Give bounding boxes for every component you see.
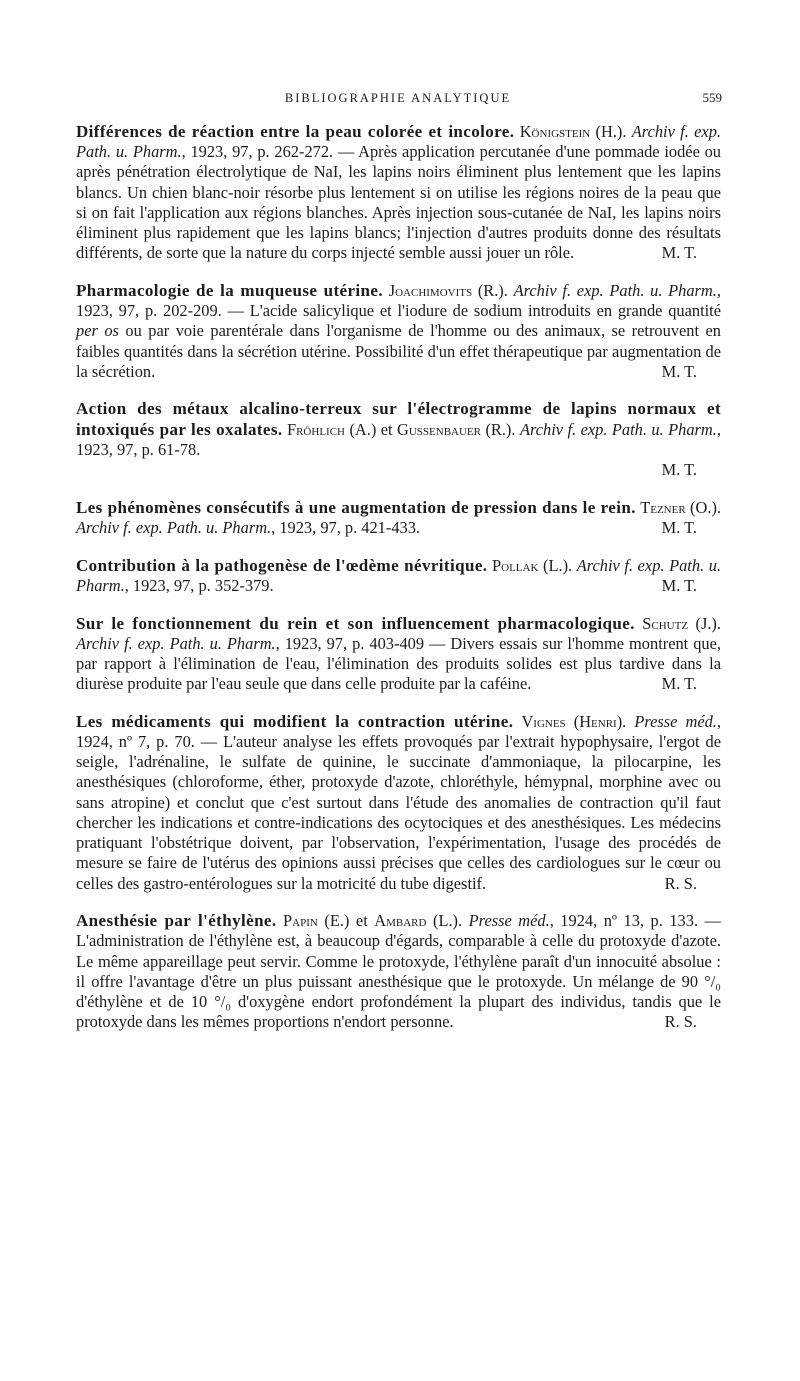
entry-signature: R. S. xyxy=(664,873,697,893)
entry-author: Fröhlich (A.) xyxy=(286,419,377,439)
bibliography-entry xyxy=(76,498,721,538)
entry-signature: M. T. xyxy=(661,243,697,263)
entry-reference: , 1924, nº 7, p. 70. xyxy=(76,711,722,752)
entry-text: — Divers essais sur l'homme montrent que, par rapport à l'élimination de l'eau, l'élimination des produits solides est plus tardive dans la diurèse produite par l'eau seule que dans celle produite par la caféine. xyxy=(76,633,721,694)
entry-title: Sur le fonctionnement du rein et son influencement pharmacologique. xyxy=(76,613,635,633)
entry-source: Presse méd. xyxy=(634,711,717,731)
entry-reference: , 1923, 97, p. 202-209. xyxy=(76,280,721,321)
entry-author: Papin (E.) xyxy=(283,911,350,931)
entry-reference: , 1923, 97, p. 421-433. xyxy=(271,517,421,537)
entry-title: Action des métaux alcalino-terreux sur l'électrogramme de lapins normaux et intoxiqués par les oxalates. xyxy=(76,399,721,439)
entry-reference: , 1924, nº 13, p. 133. xyxy=(549,911,699,931)
entry-title: Différences de réaction entre la peau colorée et incolore. xyxy=(76,122,515,141)
entry-text: — L'auteur analyse les effets provoqués par l'extrait hypophysaire, l'ergot de seigle, l'adrénaline, le sulfate de quinine, le succinate d'ammoniaque, la pilocarpine, les anesthésiques (chloroforme, éther, protoxyde d'azote, chloréthyle, hémypnal, morphine avec ou sans atropine) et conclut que c'est surtout dans l'étude des anomalies de contraction qu'il faut chercher les indications et contre-indications des ocytociques et des anesthésiques. Les médecins pratiquant l'obstétrique doivent, par l'observation, l'expérimentation, l'usage des procédés de mesure se faire de l'utérus des opinions aussi précises que celles des cardiologues sur le cœur ou celles des gastro-entérologues sur la motricité du tube digestif. xyxy=(76,732,721,893)
entry-signature: M. T. xyxy=(661,361,697,381)
article-body xyxy=(76,122,721,1050)
entry-author: Schutz (J.). xyxy=(642,613,721,633)
running-title: BIBLIOGRAPHIE ANALYTIQUE xyxy=(284,91,512,105)
entry-source: Archiv f. exp. Path. u. Pharm. xyxy=(76,122,721,162)
bibliography-entry xyxy=(76,399,721,480)
entry-signature: M. T. xyxy=(661,674,697,694)
entry-reference: , 1923, 97, p. 61-78. xyxy=(76,419,721,459)
entry-signature: M. T. xyxy=(661,575,697,595)
entry-author: Gussenbauer (R.). xyxy=(397,419,516,439)
entry-title: Pharmacologie de la muqueuse utérine. xyxy=(76,280,383,300)
entry-title: Contribution à la pathogenèse de l'œdème névritique. xyxy=(76,555,488,575)
entry-reference: , 1923, 97, p. 403-409 xyxy=(275,633,425,653)
entry-text: — Après application percutanée d'une pommade iodée ou après pénétration électrolytique de NaI, les lapins noirs éliminent plus lentement que les lapins blancs. Un chien blanc-noir résorbe plus lentement si on utilise les régions noires de la peau que si on fait l'application aux régions blanches. Après injection sous-cutanée de NaI, les lapins noirs éliminent plus rapidement que les lapins blancs; l'injection d'autres produits donne des résultats différents, de sorte que la nature du corps injecté semble aussi jouer un rôle. xyxy=(76,142,721,263)
entry-connector: et xyxy=(376,419,398,439)
bibliography-entry xyxy=(76,712,721,894)
entry-signature: R. S. xyxy=(664,1012,697,1032)
entry-source: Archiv f. exp. Path. u. Pharm. xyxy=(513,280,717,300)
entry-source: Archiv f. exp. Path. u. Pharm. xyxy=(76,517,272,537)
entry-author: Königstein (H.). xyxy=(519,122,627,141)
entry-text-italic: per os xyxy=(76,321,119,341)
entry-reference: , 1923, 97, p. 352-379. xyxy=(124,575,274,595)
entry-author: Pollak (L.). xyxy=(492,555,573,575)
bibliography-entry xyxy=(76,614,721,695)
entry-text: — L'acide salicylique et l'iodure de sodium introduits en grande quantité xyxy=(221,301,722,321)
page-number: 559 xyxy=(702,90,722,105)
bibliography-entry xyxy=(76,556,721,596)
entry-title: Les médicaments qui modifient la contraction utérine. xyxy=(76,711,514,731)
entry-signature: M. T. xyxy=(661,517,697,537)
running-head xyxy=(74,86,722,108)
bibliography-entry xyxy=(76,281,721,382)
entry-author: Ambard (L.). xyxy=(374,911,463,931)
entry-text: — L'administration de l'éthylène est, à beaucoup d'égards, comparable à celle du protoxyde d'azote. Le même appareillage peut servir. Comme le protoxyde, l'éthylène paraît d'un innocuité absolue : il offre l'avantage d'être un plus puissant anesthésique que le protoxyde. Un mélange de 90 °/₀ d'éthylène et de 10 °/₀ d'oxygène endort profondément la plupart des individus, tandis que le protoxyde dans les mêmes proportions n'endort personne. xyxy=(76,911,721,1032)
entry-source: Presse méd. xyxy=(468,911,550,931)
entry-reference: , 1923, 97, p. 262-272. xyxy=(181,142,334,162)
entry-author: Tezner (O.). xyxy=(640,497,721,517)
entry-connector: et xyxy=(349,911,375,931)
entry-title: Les phénomènes consécutifs à une augmentation de pression dans le rein. xyxy=(76,497,636,517)
entry-title: Anesthésie par l'éthylène. xyxy=(76,911,277,931)
entry-source: Archiv f. exp. Path. u. Pharm. xyxy=(76,555,721,595)
entry-source: Archiv f. exp. Path. u. Pharm. xyxy=(76,633,276,653)
bibliography-entry xyxy=(76,122,721,263)
entry-signature: M. T. xyxy=(661,460,697,480)
entry-author: Joachimovits (R.). xyxy=(388,280,508,300)
bibliography-entry xyxy=(76,911,721,1032)
entry-source: Archiv f. exp. Path. u. Pharm. xyxy=(519,419,717,439)
entry-author: Vignes (Henri). xyxy=(521,711,627,731)
entry-text: ou par voie parentérale dans l'organisme de l'homme ou des animaux, se retrouvent en faibles quantités dans la sécrétion utérine. Possibilité d'un effet thérapeutique par augmentation de la sécrétion. xyxy=(76,321,721,381)
